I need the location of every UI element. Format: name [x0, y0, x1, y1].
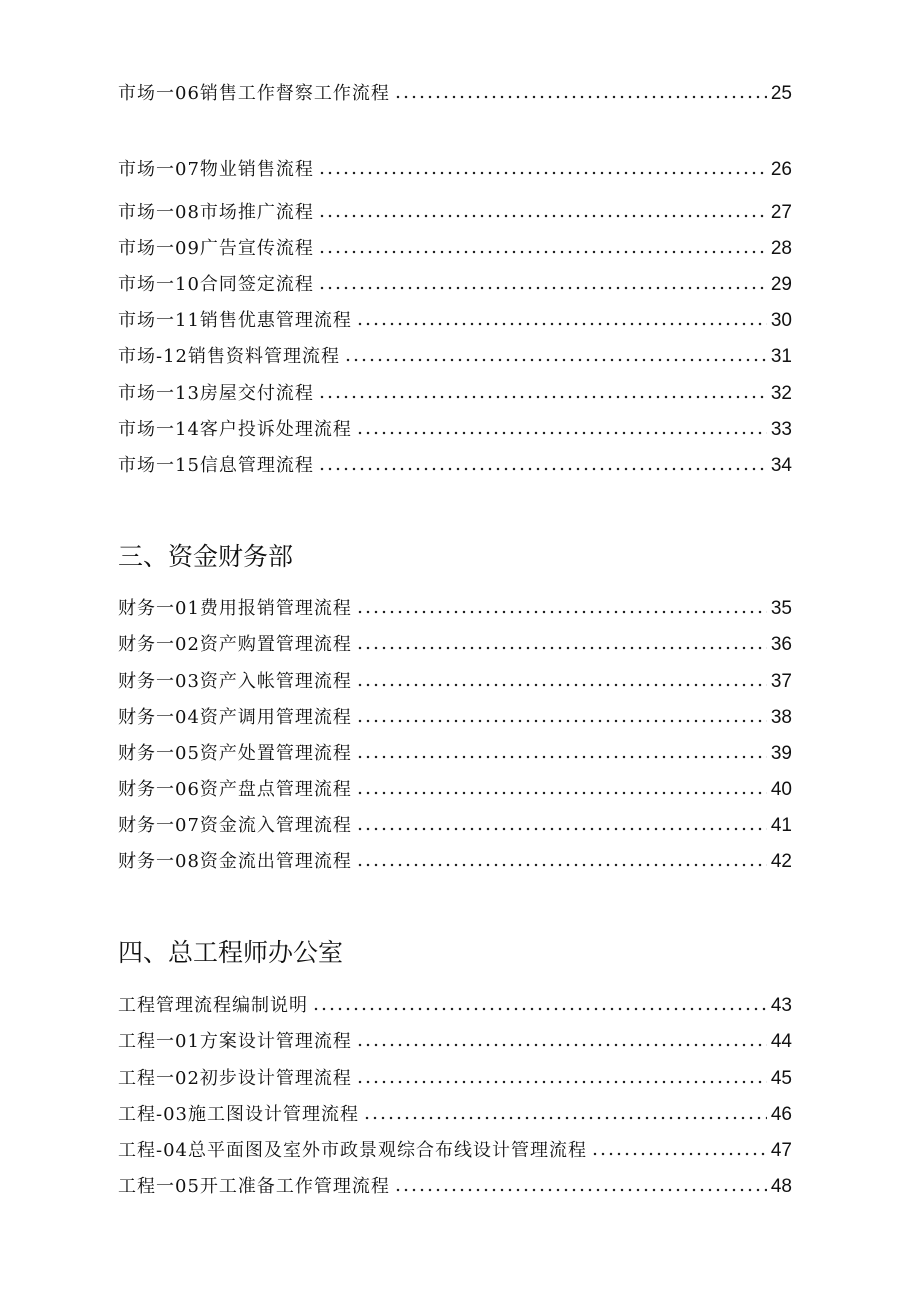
dot-leader: [356, 682, 767, 688]
toc-entry-title: 财务一06资产盘点管理流程: [118, 779, 352, 800]
toc-entry-page: 34: [770, 455, 792, 476]
toc-entry-title: 财务一08资金流出管理流程: [118, 851, 352, 872]
toc-entry[interactable]: [118, 1024, 792, 1054]
toc-entry-title: 工程一01方案设计管理流程: [118, 1031, 352, 1052]
toc-entry[interactable]: [118, 195, 792, 225]
toc-entry[interactable]: [118, 339, 792, 369]
toc-entry-page: 29: [770, 274, 792, 295]
dot-leader: [318, 170, 767, 176]
toc-entry-title: 工程-04总平面图及室外市政景观综合布线设计管理流程: [118, 1140, 587, 1161]
toc-entry-title: 市场一08市场推广流程: [118, 202, 314, 223]
toc-entry-title: 市场-12销售资料管理流程: [118, 346, 340, 367]
toc-entry-page: 25: [770, 83, 792, 104]
toc-entry-page: 39: [770, 743, 792, 764]
toc-entry-page: 38: [770, 707, 792, 728]
toc-entry[interactable]: [118, 267, 792, 297]
toc-entry[interactable]: [118, 700, 792, 730]
dot-leader: [356, 1079, 767, 1085]
toc-entry-title: 市场一13房屋交付流程: [118, 383, 314, 404]
toc-entry-page: 26: [770, 159, 792, 180]
toc-entry[interactable]: [118, 627, 792, 657]
dot-leader: [356, 430, 767, 436]
dot-leader: [356, 321, 767, 327]
toc-entry-page: 48: [770, 1176, 792, 1197]
toc-entry-title: 市场一11销售优惠管理流程: [118, 310, 352, 331]
toc-entry[interactable]: [118, 412, 792, 442]
toc-entry[interactable]: [118, 1061, 792, 1091]
toc-entry-title: 市场一14客户投诉处理流程: [118, 419, 352, 440]
toc-entry[interactable]: [118, 448, 792, 478]
toc-entry-title: 财务一04资产调用管理流程: [118, 707, 352, 728]
toc-entry-page: 44: [770, 1031, 792, 1052]
toc-entry-page: 47: [770, 1140, 792, 1161]
toc-entry-page: 45: [770, 1068, 792, 1089]
toc-entry[interactable]: [118, 231, 792, 261]
toc-entry-page: 28: [770, 238, 792, 259]
toc-entry-title: 市场一09广告宣传流程: [118, 238, 314, 259]
toc-entry-title: 财务一05资产处置管理流程: [118, 743, 352, 764]
toc-entry[interactable]: [118, 844, 792, 874]
toc-entry[interactable]: [118, 808, 792, 838]
dot-leader: [312, 1006, 767, 1012]
section-heading: 三、资金财务部: [118, 542, 294, 571]
dot-leader: [356, 609, 767, 615]
toc-entry[interactable]: [118, 76, 792, 106]
toc-entry[interactable]: [118, 152, 792, 182]
toc-entry[interactable]: [118, 736, 792, 766]
toc-entry-page: 37: [770, 671, 792, 692]
toc-entry[interactable]: [118, 1133, 792, 1163]
toc-entry-page: 43: [770, 995, 792, 1016]
dot-leader: [591, 1151, 767, 1157]
toc-entry-page: 32: [770, 383, 792, 404]
toc-entry[interactable]: [118, 988, 792, 1018]
dot-leader: [356, 645, 767, 651]
dot-leader: [318, 213, 767, 219]
toc-entry-page: 36: [770, 634, 792, 655]
toc-entry-title: 市场一10合同签定流程: [118, 274, 314, 295]
toc-entry-title: 财务一03资产入帐管理流程: [118, 671, 352, 692]
section-heading: 四、总工程师办公室: [118, 938, 344, 967]
dot-leader: [356, 862, 767, 868]
toc-entry-page: 41: [770, 815, 792, 836]
dot-leader: [318, 249, 767, 255]
toc-entry-title: 市场一06销售工作督察工作流程: [118, 83, 390, 104]
dot-leader: [394, 1187, 767, 1193]
toc-entry-title: 工程-03施工图设计管理流程: [118, 1104, 359, 1125]
dot-leader: [356, 718, 767, 724]
toc-entry-page: 33: [770, 419, 792, 440]
toc-entry[interactable]: [118, 376, 792, 406]
toc-entry-page: 46: [770, 1104, 792, 1125]
toc-entry-title: 工程一05开工准备工作管理流程: [118, 1176, 390, 1197]
toc-entry[interactable]: [118, 772, 792, 802]
toc-entry-page: 35: [770, 598, 792, 619]
toc-entry[interactable]: [118, 1169, 792, 1199]
toc-entry[interactable]: [118, 303, 792, 333]
toc-entry-page: 31: [770, 346, 792, 367]
dot-leader: [356, 754, 767, 760]
dot-leader: [318, 394, 767, 400]
dot-leader: [344, 357, 767, 363]
toc-entry-title: 财务一01费用报销管理流程: [118, 598, 352, 619]
dot-leader: [318, 285, 767, 291]
toc-entry-title: 工程管理流程编制说明: [118, 995, 308, 1016]
toc-entry-title: 财务一02资产购置管理流程: [118, 634, 352, 655]
toc-entry-title: 市场一15信息管理流程: [118, 455, 314, 476]
toc-entry[interactable]: [118, 664, 792, 694]
dot-leader: [356, 790, 767, 796]
toc-entry-title: 财务一07资金流入管理流程: [118, 815, 352, 836]
dot-leader: [318, 466, 767, 472]
toc-entry-page: 27: [770, 202, 792, 223]
toc-entry-page: 40: [770, 779, 792, 800]
dot-leader: [394, 94, 767, 100]
dot-leader: [363, 1115, 767, 1121]
toc-entry-title: 工程一02初步设计管理流程: [118, 1068, 352, 1089]
toc-entry[interactable]: [118, 591, 792, 621]
toc-entry-page: 42: [770, 851, 792, 872]
dot-leader: [356, 1042, 767, 1048]
toc-entry-page: 30: [770, 310, 792, 331]
toc-entry[interactable]: [118, 1097, 792, 1127]
dot-leader: [356, 826, 767, 832]
toc-entry-title: 市场一07物业销售流程: [118, 159, 314, 180]
